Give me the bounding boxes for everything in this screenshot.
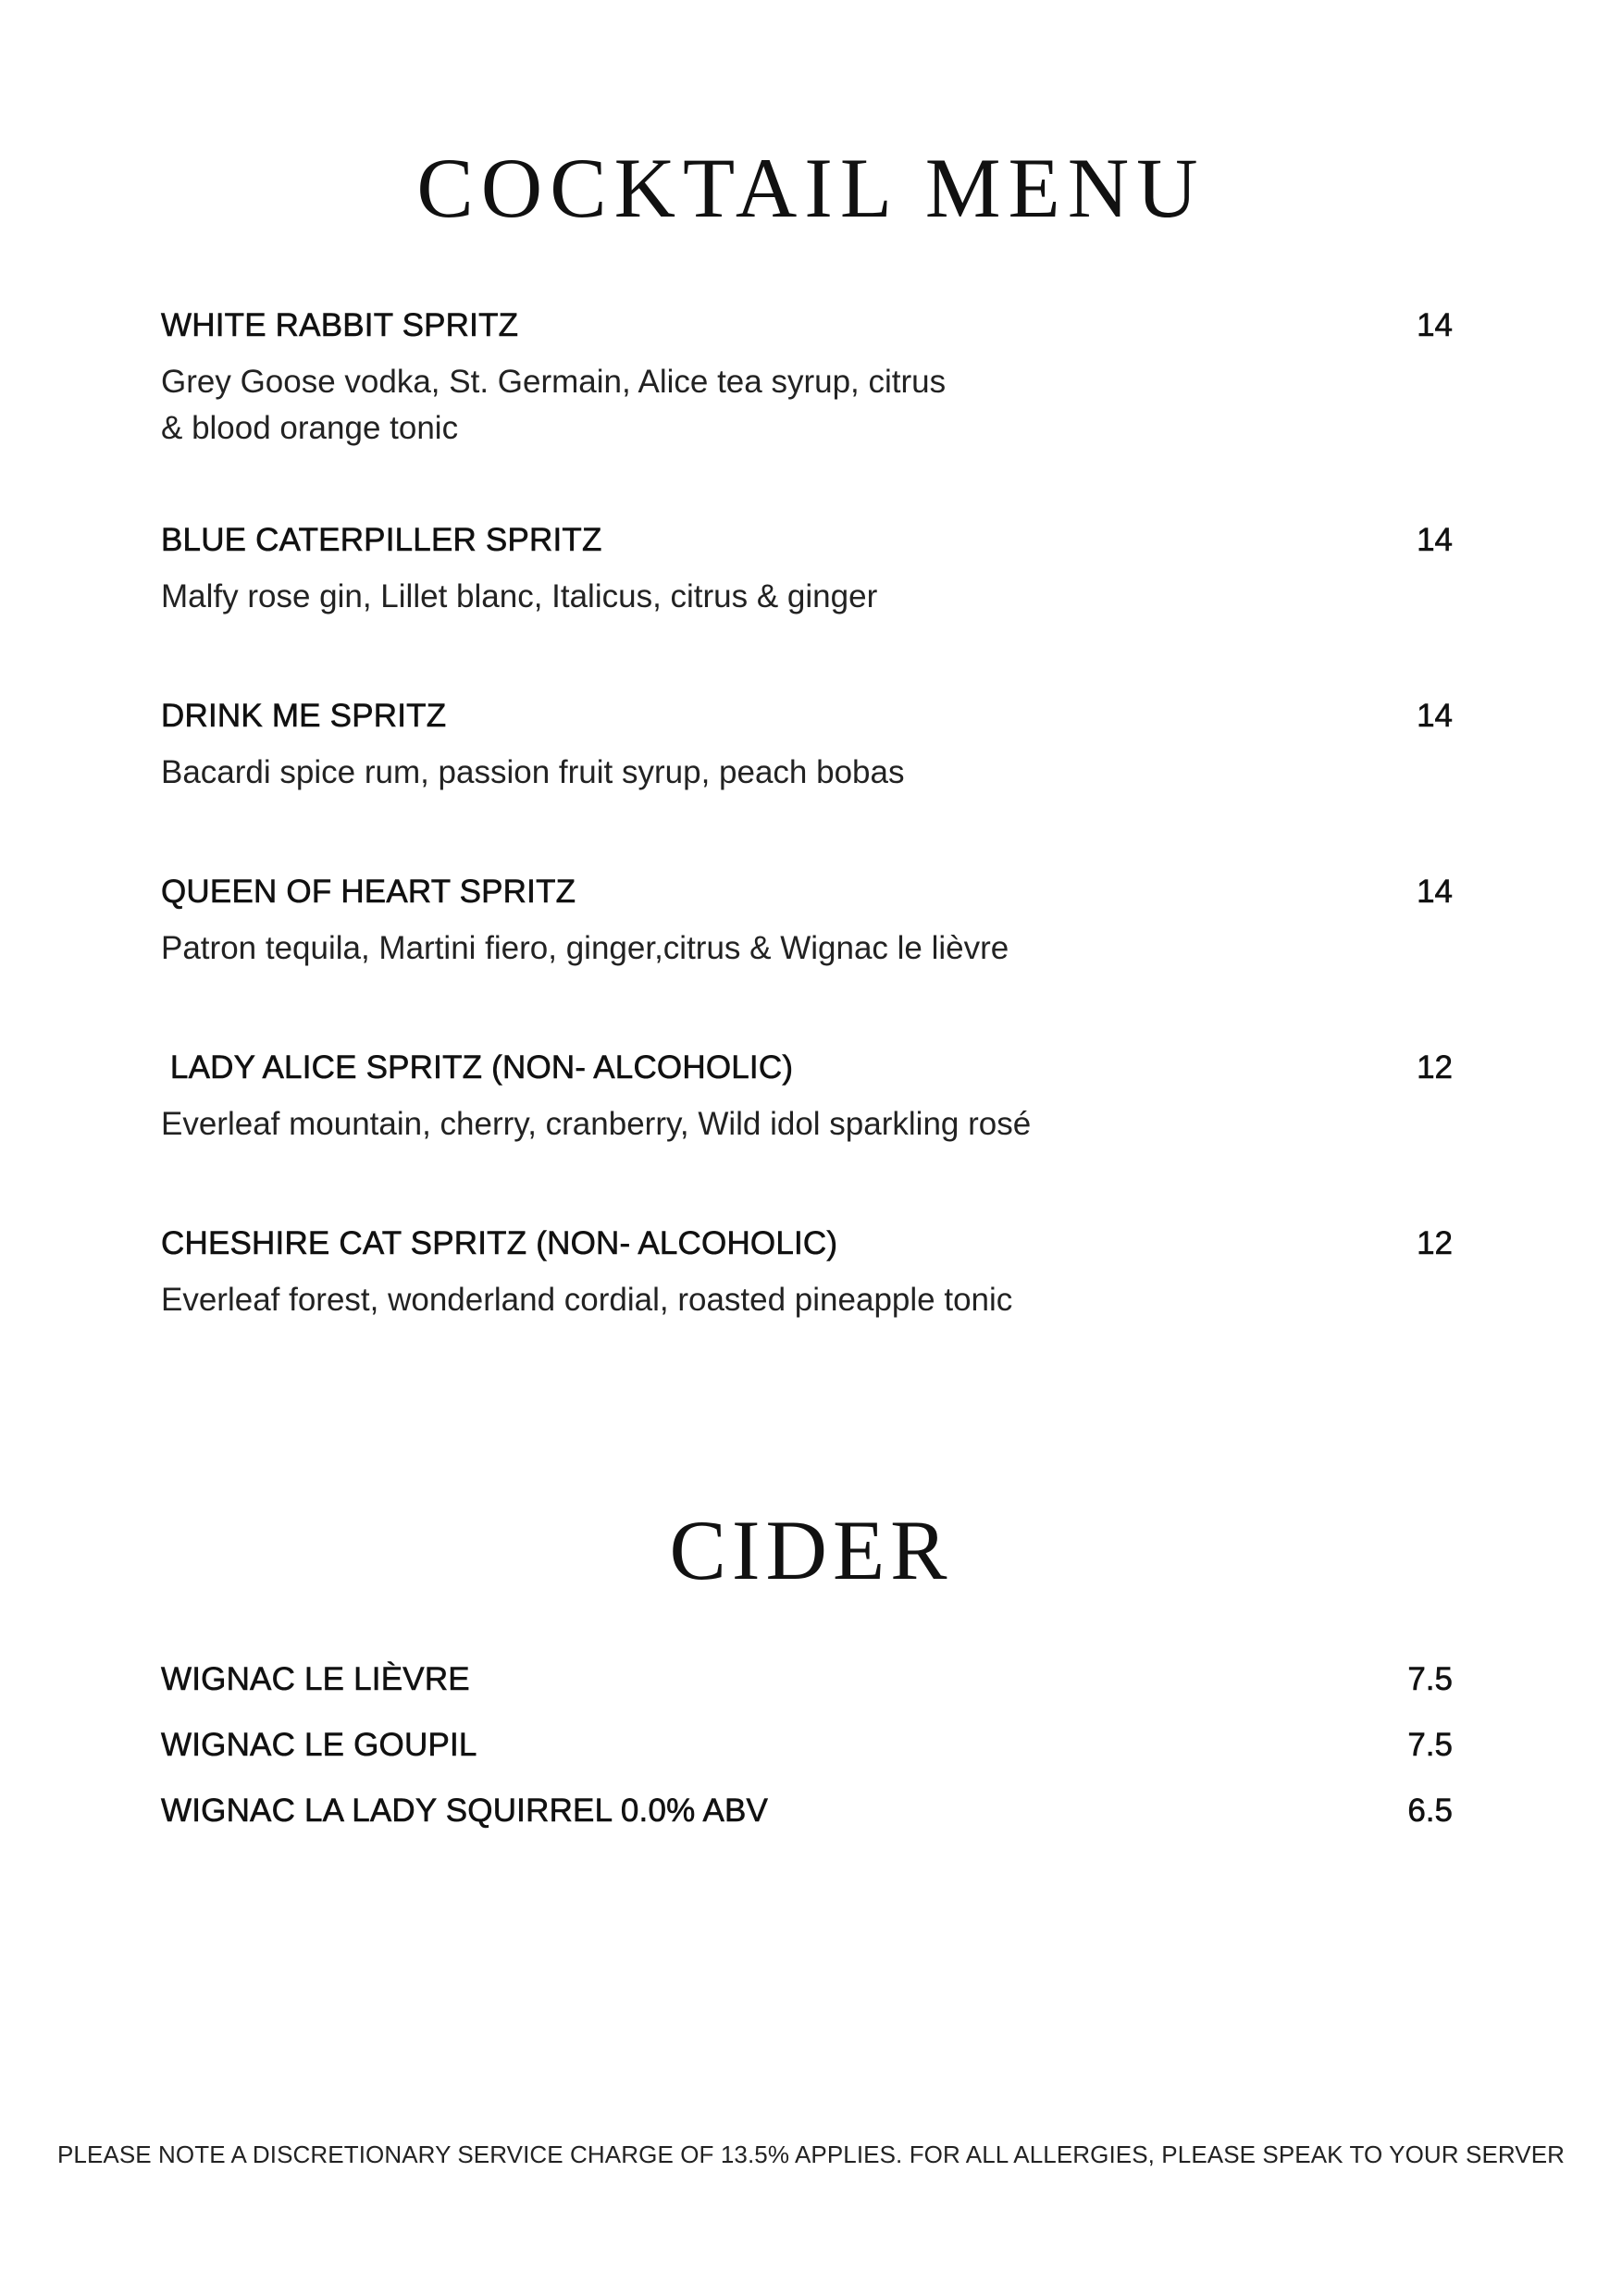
item-description: Patron tequila, Martini fiero, ginger,citrus & Wignac le lièvre [161,930,1009,966]
item-name: CHESHIRE CAT SPRITZ (NON- ALCOHOLIC) [161,1225,838,1261]
menu-item [161,307,1453,522]
item-description: Malfy rose gin, Lillet blanc, Italicus, citrus & ginger [161,578,878,614]
item-description [161,359,1453,452]
item-price: 7.5 [1407,1727,1453,1763]
item-description: Bacardi spice rum, passion fruit syrup, peach bobas [161,754,905,790]
item-price: 12 [1417,1049,1453,1086]
item-price: 14 [1417,307,1453,343]
item-price: 14 [1417,698,1453,734]
menu-item [161,522,1453,698]
item-name: WHITE RABBIT SPRITZ [161,307,519,343]
item-name: QUEEN OF HEART SPRITZ [161,874,576,910]
menu-item [161,698,1453,874]
item-description: Everleaf mountain, cherry, cranberry, Wild idol sparkling rosé [161,1106,1032,1142]
menu-item [161,1049,1453,1225]
item-description: Everleaf forest, wonderland cordial, roasted pineapple tonic [161,1282,1013,1318]
item-name: WIGNAC LE GOUPIL [161,1727,477,1763]
item-name: LADY ALICE SPRITZ (NON- ALCOHOLIC) [161,1049,794,1086]
cider-list [161,1661,1453,1858]
item-price: 7.5 [1407,1661,1453,1697]
item-name: BLUE CATERPILLER SPRITZ [161,522,602,558]
menu-item [161,874,1453,1049]
menu-item [161,1661,1453,1727]
item-price: 14 [1417,522,1453,558]
menu-item [161,1225,1453,1401]
cocktail-list [161,307,1453,1401]
service-charge-note: PLEASE NOTE A DISCRETIONARY SERVICE CHARGE OF 13.5% APPLIES. FOR ALL ALLERGIES, PLEASE SPEAK TO YOUR SERVER [56,2141,1566,2168]
item-price: 6.5 [1407,1793,1453,1829]
item-name: WIGNAC LA LADY SQUIRREL 0.0% ABV [161,1793,769,1829]
cocktail-menu-title: COCKTAIL MENU [416,141,1206,235]
item-name: DRINK ME SPRITZ [161,698,447,734]
item-price: 14 [1417,874,1453,910]
item-description-line: Grey Goose vodka, St. Germain, Alice tea syrup, citrus [161,364,947,400]
item-name: WIGNAC LE LIÈVRE [161,1661,470,1697]
item-price: 12 [1417,1225,1453,1261]
item-description-line: & blood orange tonic [161,410,459,446]
menu-item [161,1727,1453,1793]
menu-item [161,1793,1453,1858]
cider-title: CIDER [669,1503,953,1597]
